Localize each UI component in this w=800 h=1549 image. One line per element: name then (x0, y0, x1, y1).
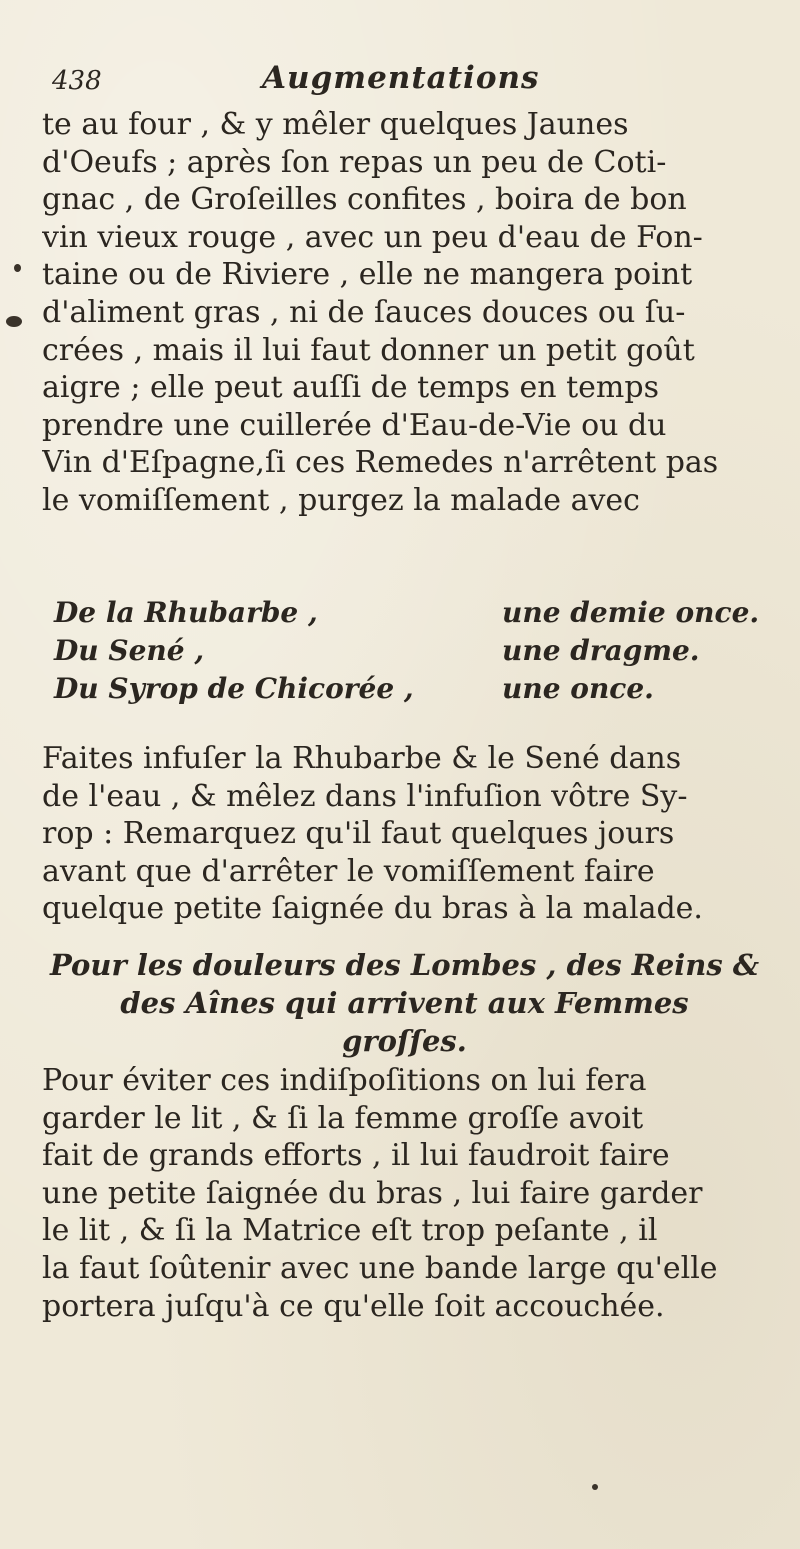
recipe-row (54, 634, 766, 672)
text-line: le vomiſſement , purgez la malade avec (42, 482, 640, 518)
text-line: d'Oeufs ; après ſon repas un peu de Coti- (42, 144, 667, 180)
text-line: taine ou de Riviere , elle ne mangera point (42, 257, 693, 293)
text-line: Pour éviter ces indiſpoſitions on lui fera (42, 1063, 647, 1098)
text-line: vin vieux rouge , avec un peu d'eau de Fon- (42, 219, 703, 255)
text-line: Vin d'Eſpagne,ſi ces Remedes n'arrêtent pas (42, 445, 719, 481)
heading-line: groſſes. (342, 1024, 467, 1058)
text-line: aigre ; elle peut auſſi de temps en temps (42, 370, 659, 406)
recipe-row (54, 672, 766, 710)
running-title: Augmentations (262, 60, 540, 96)
text-line: prendre une cuillerée d'Eau-de-Vie ou du (42, 407, 667, 443)
text-line: Faites infuſer la Rhubarbe & le Sené dans (42, 741, 682, 776)
text-line: crées , mais il lui faut donner un petit goût (42, 332, 695, 368)
text-line: la faut ſoûtenir avec une bande large qu'elle (42, 1250, 718, 1286)
paragraph-3 (42, 1062, 767, 1325)
ink-speck (6, 316, 22, 327)
paragraph-1 (42, 106, 767, 520)
heading-line: des Aînes qui arrivent aux Femmes (120, 986, 689, 1020)
recipe-quantity: une once. (502, 672, 654, 705)
ink-speck (592, 1484, 598, 1490)
recipe-row (54, 596, 766, 634)
text-line: quelque petite ſaignée du bras à la malade. (42, 891, 703, 927)
recipe-list (54, 596, 766, 710)
page-header (42, 60, 762, 104)
text-line: portera juſqu'à ce qu'elle ſoit accouchée. (42, 1288, 665, 1324)
text-line: fait de grands efforts , il lui faudroit faire (42, 1138, 670, 1174)
text-line: garder le lit , & ſi la femme groſſe avoit (42, 1100, 644, 1136)
section-heading (42, 946, 767, 1060)
page-number: 438 (52, 66, 102, 96)
text-line: avant que d'arrêter le vomiſſement faire (42, 853, 655, 889)
book-page (42, 0, 770, 1549)
recipe-ingredient: Du Sené , (54, 634, 205, 667)
paragraph-2 (42, 740, 767, 928)
recipe-ingredient: De la Rhubarbe , (54, 596, 318, 629)
recipe-quantity: une demie once. (502, 596, 760, 629)
text-line: rop : Remarquez qu'il faut quelques jours (42, 816, 675, 852)
ink-speck (14, 264, 21, 272)
text-line: te au four , & y mêler quelques Jaunes (42, 107, 629, 142)
text-line: gnac , de Groſeilles confites , boira de bon (42, 182, 687, 218)
recipe-ingredient: Du Syrop de Chicorée , (54, 672, 414, 705)
recipe-quantity: une dragme. (502, 634, 700, 667)
text-line: de l'eau , & mêlez dans l'infuſion vôtre Sy- (42, 778, 688, 814)
text-line: une petite ſaignée du bras , lui faire garder (42, 1175, 703, 1211)
heading-line: Pour les douleurs des Lombes , des Reins & (50, 948, 759, 982)
text-line: d'aliment gras , ni de ſauces douces ou ſu- (42, 294, 686, 330)
text-line: le lit , & ſi la Matrice eſt trop peſante , il (42, 1213, 658, 1249)
